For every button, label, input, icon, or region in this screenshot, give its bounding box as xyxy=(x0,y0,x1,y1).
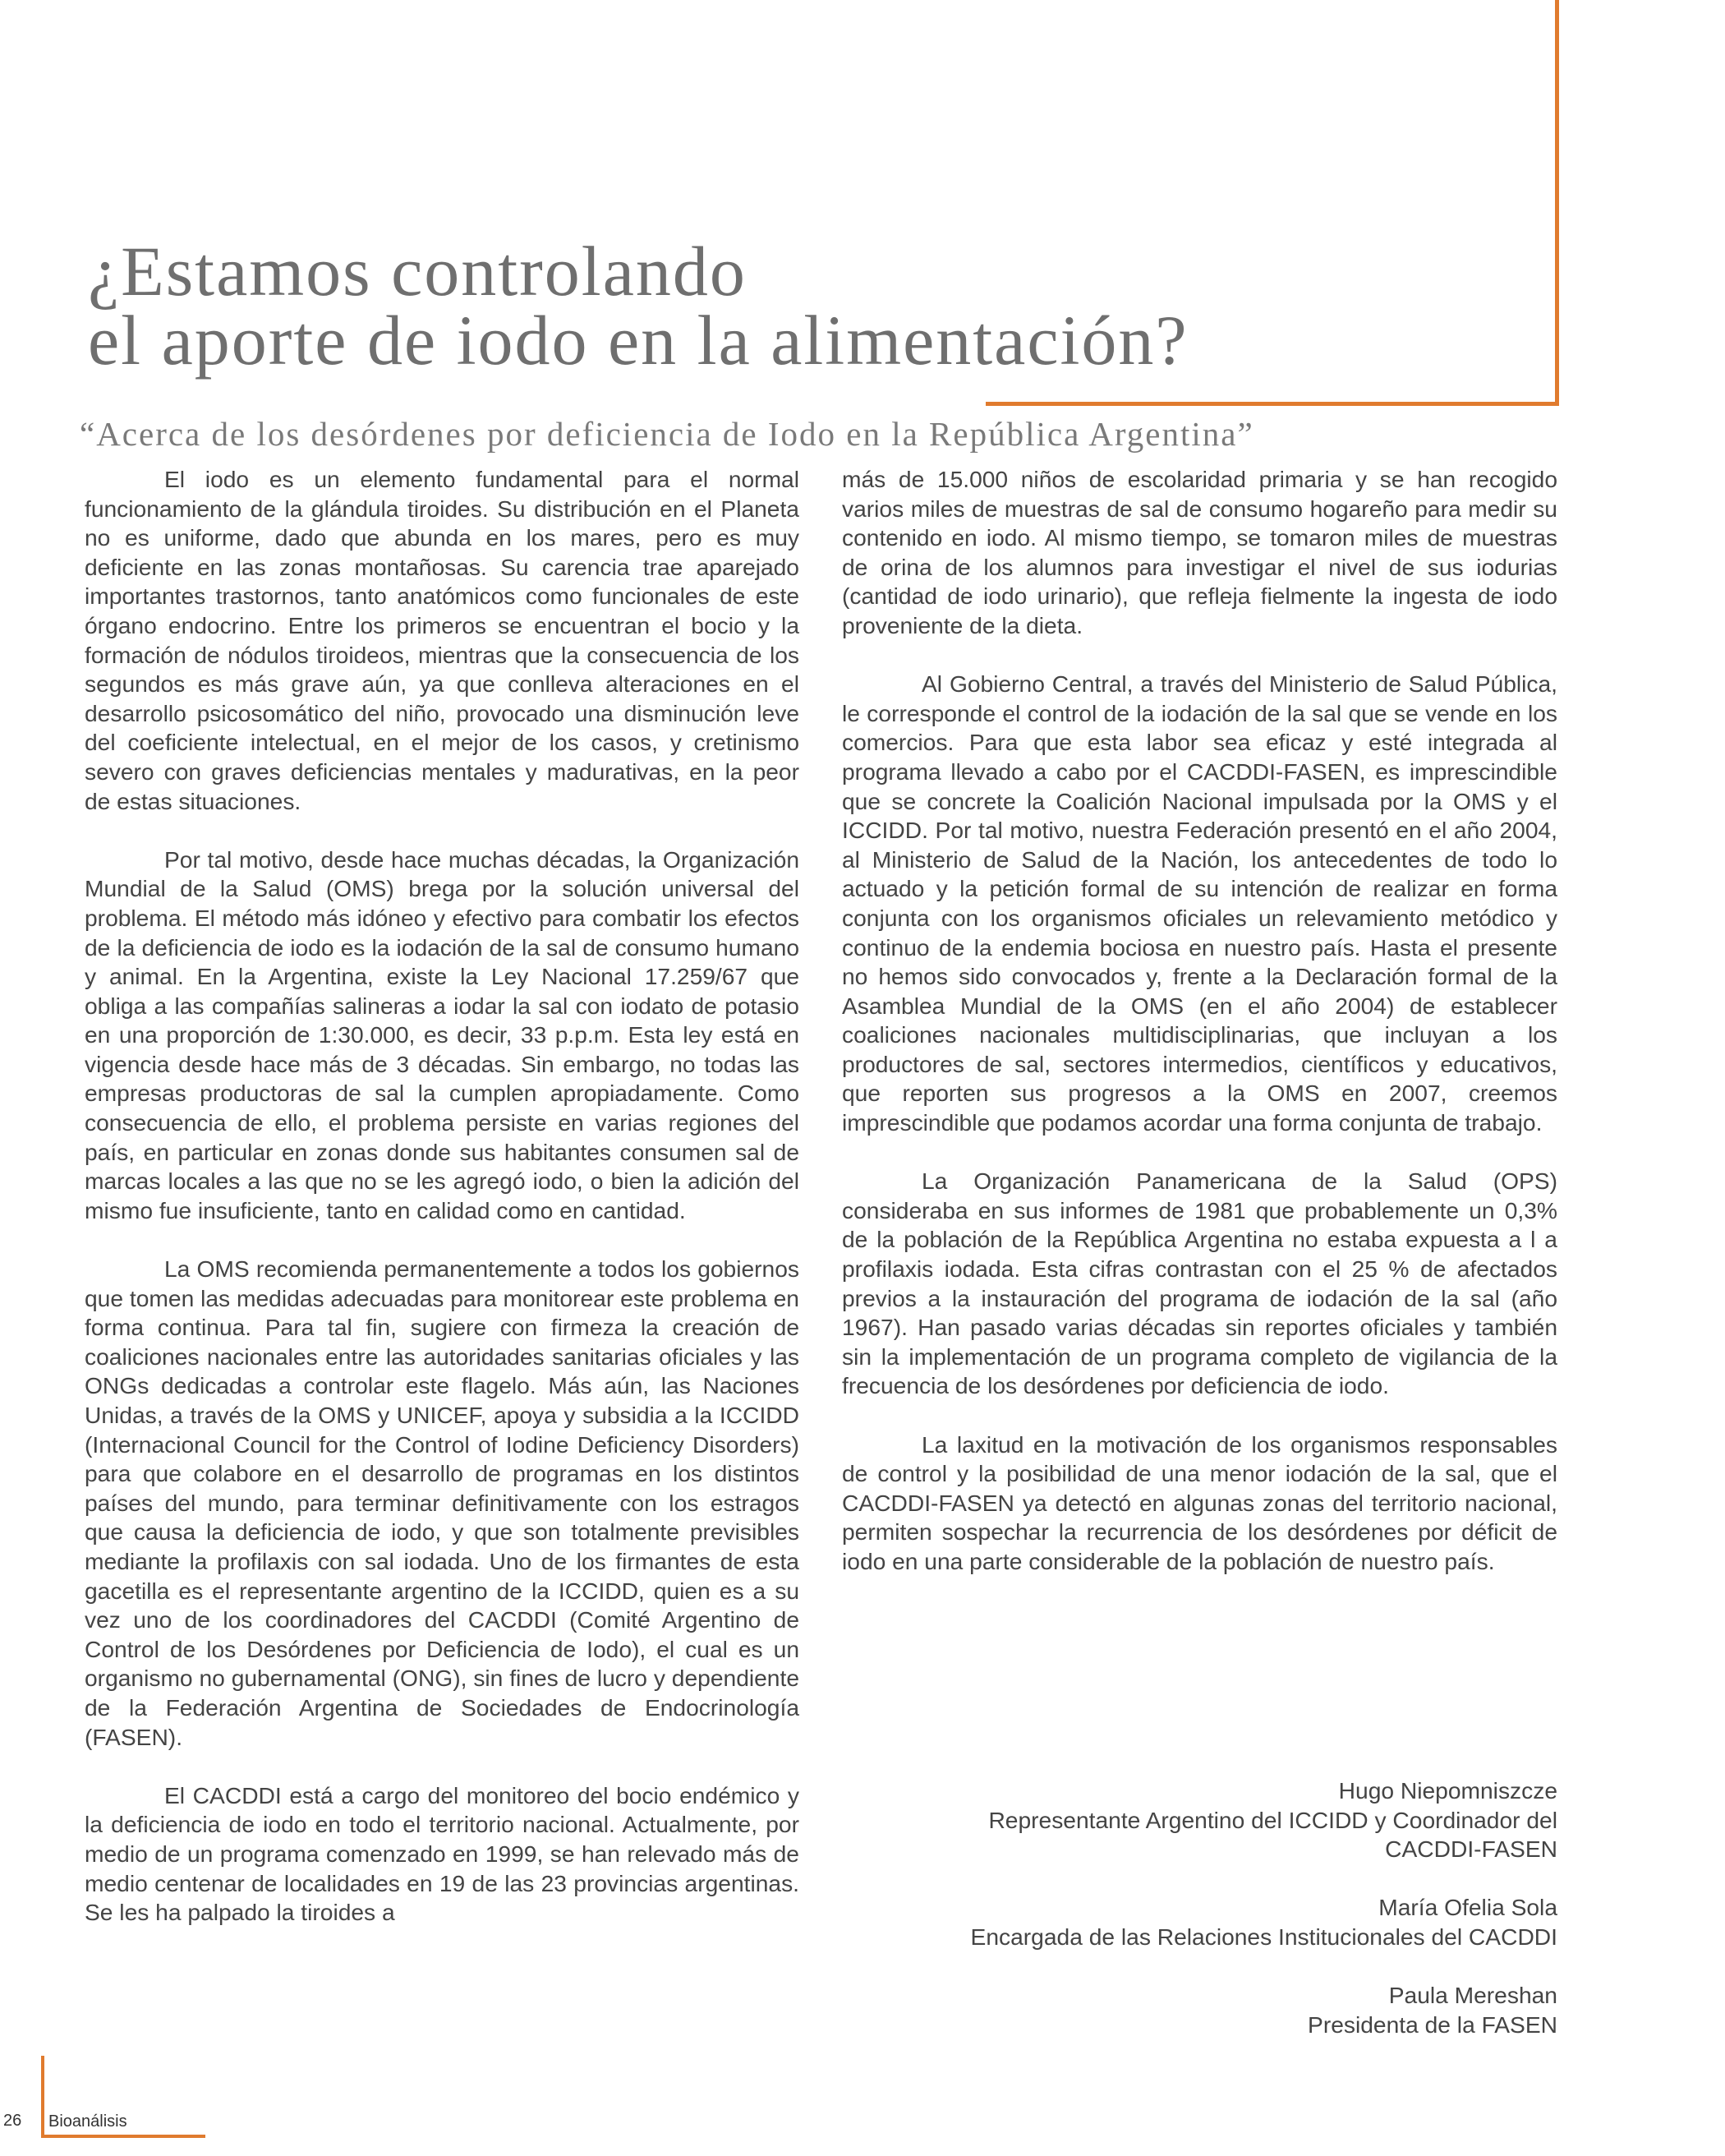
frame-right-border xyxy=(1555,0,1559,405)
paragraph: El CACDDI está a cargo del monitoreo del bocio endémico y la deficiencia de iodo en todo el territorio nacional. Actualmente, por medio de un programa comenzado en 1999, se han relevado más de medio centenar de localidades en 19 de las 23 provincias argentinas. Se les ha palpado la tiroides a xyxy=(85,1781,799,1926)
paragraph: Por tal motivo, desde hace muchas décadas, la Organización Mundial de la Salud (OMS) brega por la solución universal del problema. El método más idóneo y efectivo para combatir los efectos de la deficiencia de iodo es la iodación de la sal de consumo humano y animal. En la Argentina, existe la Ley Nacional 17.259/67 que obliga a las compañías salineras a iodar la sal con iodato de potasio en una proporción de 1:30.000, es decir, 33 p.p.m. Esta ley está en vigencia desde hace más de 3 décadas. Sin embargo, no todas las empresas productoras de sal la cumplen apropiadamente. Como consecuencia de ello, el problema persiste en varias regiones del país, en particular en zonas donde sus habitantes consumen sal de marcas locales a las que no se les agregó iodo, o bien la adición del mismo fue insuficiente, tanto en calidad como en cantidad. xyxy=(85,845,799,1223)
signer-role: CACDDI-FASEN xyxy=(1385,1836,1557,1863)
paragraph: La Organización Panamericana de la Salud (OPS) consideraba en sus informes de 1981 que probablemente un 0,3% de la población de la República Argentina no estaba expuesta a l a profilaxis iodada. Esta cifras contrastan con el 25 % de afectados previos a la instauración del programa de iodación de la sal (año 1967). Han pasado varias décadas sin reportes oficiales y también sin la implementación de un programa completo de vigilancia de la frecuencia de los desórdenes por deficiencia de iodo. xyxy=(842,1168,1557,1399)
paragraph: La laxitud en la motivación de los organismos responsables de control y la posibilidad de una menor iodación de la sal, que el CACDDI-FASEN ya detectó en algunas zonas del territorio nacional, permiten sospechar la recurrencia de los desórdenes por déficit de iodo en una parte considerable de la población de nuestro país. xyxy=(842,1430,1557,1574)
footer-divider-vertical xyxy=(41,2056,44,2138)
signer-name: María Ofelia Sola xyxy=(1378,1894,1557,1921)
article-subtitle: “Acerca de los desórdenes por deficiencia de Iodo en la República Argentina” xyxy=(80,415,1254,453)
magazine-name: Bioanálisis xyxy=(48,2112,127,2131)
page-number: 26 xyxy=(3,2112,22,2130)
signer-name: Paula Mereshan xyxy=(1388,1982,1557,2009)
title-line-1: ¿Estamos controlando xyxy=(88,232,747,311)
signer-role: Encargada de las Relaciones Institucionales del CACDDI xyxy=(970,1923,1557,1950)
frame-top-border xyxy=(986,402,1559,406)
signer-role: Representante Argentino del ICCIDD y Coordinador del xyxy=(988,1806,1557,1833)
title-line-2: el aporte de iodo en la alimentación? xyxy=(88,301,1189,380)
paragraph-continuation: más de 15.000 niños de escolaridad primaria y se han recogido varios miles de muestras de sal de consumo hogareño para medir su contenido en iodo. Al mismo tiempo, se tomaron miles de muestras de orina de los alumnos para investigar el nivel de sus iodurias (cantidad de iodo urinario), que refleja fielmente la ingesta de iodo proveniente de la dieta. xyxy=(842,466,1557,638)
left-column xyxy=(85,465,799,1928)
signature-block xyxy=(842,1776,1557,2069)
signature xyxy=(842,1893,1557,1951)
paragraph: El iodo es un elemento fundamental para el normal funcionamiento de la glándula tiroides. Su distribución en el Planeta no es uniforme, dado que abunda en los mares, pero es muy deficiente en las zonas montañosas. Su carencia trae aparejado importantes trastornos, tanto anatómicos como funcionales de este órgano endocrino. Entre los primeros se encuentran el bocio y la formación de nódulos tiroideos, mientras que la consecuencia de los segundos es más grave aún, ya que conlleva alteraciones en el desarrollo psicosomático del niño, provocado una disminución leve del coeficiente intelectual, en el mejor de los casos, y cretinismo severo con graves deficiencias mentales y madurativas, en la peor de estas situaciones. xyxy=(85,466,799,814)
paragraph: Al Gobierno Central, a través del Ministerio de Salud Pública, le corresponde el control de la iodación de la sal que se vende en los comercios. Para que esta labor sea eficaz y esté integrada al programa llevado a cabo por el CACDDI-FASEN, es imprescindible que se concrete la Coalición Nacional impulsada por la OMS y el ICCIDD. Por tal motivo, nuestra Federación presentó en el año 2004, al Ministerio de Salud de la Nación, los antecedentes de todo lo actuado y la petición formal de su intención de realizar en forma conjunta con los organismos oficiales un relevamiento metódico y continuo de la endemia bociosa en nuestro país. Hasta el presente no hemos sido convocados y, frente a la Declaración formal de la Asamblea Mundial de la OMS (en el año 2004) de establecer coaliciones nacionales multidisciplinarias, que incluyan a los productores de sal, sectores intermedios, científicos y educativos, que reporten sus progresos a la OMS en 2007, creemos imprescindible que podamos acordar una forma conjunta de trabajo. xyxy=(842,670,1557,1136)
footer-divider-horizontal xyxy=(41,2135,205,2138)
signature xyxy=(842,1981,1557,2039)
paragraph: La OMS recomienda permanentemente a todos los gobiernos que tomen las medidas adecuadas para monitorear este problema en forma continua. Para tal fin, sugiere con firmeza la creación de coaliciones nacionales entre las autoridades sanitarias oficiales y las ONGs dedicadas a controlar este flagelo. Más aún, las Naciones Unidas, a través de la OMS y UNICEF, apoya y subsidia a la ICCIDD (Internacional Council for the Control of Iodine Deficiency Disorders) para que colabore en el desarrollo de programas en los distintos países del mundo, para terminar definitivamente con los estragos que causa la deficiencia de iodo, y que son totalmente previsibles mediante la profilaxis con sal iodada. Uno de los firmantes de esta gacetilla es el representante argentino de la ICCIDD, quien es a su vez uno de los coordinadores del CACDDI (Comité Argentino de Control de los Desórdenes por Deficiencia de Iodo), el cual es un organismo no gubernamental (ONG), sin fines de lucro y dependiente de la Federación Argentina de Sociedades de Endocrinología (FASEN). xyxy=(85,1255,799,1750)
signature xyxy=(842,1776,1557,1864)
signer-role: Presidenta de la FASEN xyxy=(1308,2011,1557,2038)
right-column xyxy=(842,465,1557,1577)
article-title xyxy=(88,232,1534,380)
signer-name: Hugo Niepomniszcze xyxy=(1338,1777,1557,1804)
